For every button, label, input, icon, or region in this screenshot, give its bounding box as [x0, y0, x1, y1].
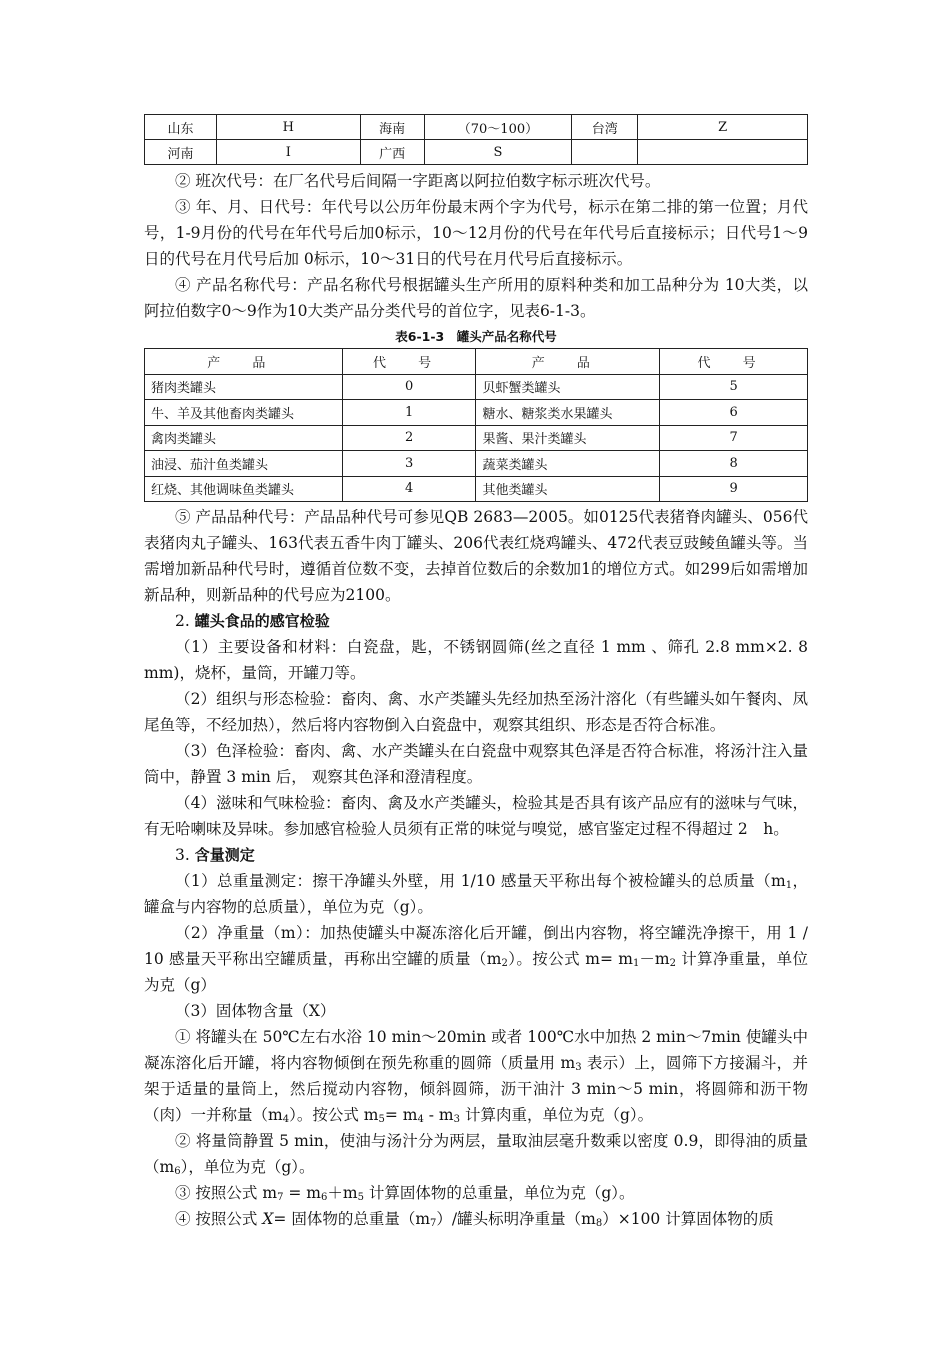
table-cell: I: [216, 140, 360, 165]
table-cell: 红烧、其他调味鱼类罐头: [145, 476, 343, 502]
section-number: 2.: [175, 612, 190, 630]
section-number: 3.: [175, 846, 190, 864]
paragraph-step-3: ③ 按照公式 $m_7 = m_6+m_5$ 计算固体物的总重量，单位为克（g）。: [175, 1184, 635, 1203]
paragraph-texture-check: （2）组织与形态检验：畜肉、禽、水产类罐头先经加热至汤汁溶化（有些罐头如午餐肉、凤尾鱼等，不经加热），然后将内容物倒入白瓷盘中，观察其组织、形态是否符合标准。: [144, 690, 808, 734]
table-row: [145, 476, 808, 502]
table-header: 产 品: [476, 349, 660, 375]
table-cell: 6: [660, 400, 808, 426]
table-cell: 5: [660, 374, 808, 400]
table-cell: 9: [660, 476, 808, 502]
table-row: [145, 451, 808, 477]
table-cell: 糖水、糖浆类水果罐头: [476, 400, 660, 426]
paragraph-net-weight: （2）净重量（m）：加热使罐头中凝冻溶化后开罐，倒出内容物，将空罐洗净擦干，用 1 / 10 感量天平称出空罐质量，再称出空罐的质量$(m_2)$。按公式 $m= m_1-m_2$ 计算净重量，单位为克（g）: [144, 924, 808, 994]
table-header-row: [145, 349, 808, 375]
region-code-table: [144, 114, 808, 165]
paragraph-product-name-code: ④ 产品名称代号：产品名称代号根据罐头生产所用的原料种类和加工品种分为 10大类，以阿拉伯数字0～9作为10大类产品分类代号的首位字，见表6-1-3。: [144, 276, 808, 320]
table-cell: Z: [638, 115, 808, 140]
table-cell: 其他类罐头: [476, 476, 660, 502]
table-cell: 1: [342, 400, 476, 426]
table-cell: 贝虾蟹类罐头: [476, 374, 660, 400]
table-cell: 台湾: [572, 115, 638, 140]
table-row: [145, 140, 808, 165]
table-row: [145, 400, 808, 426]
table-header: 代 号: [342, 349, 476, 375]
table-cell: 果酱、果汁类罐头: [476, 425, 660, 451]
table-header: 代 号: [660, 349, 808, 375]
paragraph-shift-code: ② 班次代号：在厂名代号后间隔一字距离以阿拉伯数字标示班次代号。: [175, 172, 661, 190]
table-cell: [572, 140, 638, 165]
paragraph-taste-check: （4）滋味和气味检验：畜肉、禽及水产类罐头，检验其是否具有该产品应有的滋味与气味，有无哈喇味及异味。参加感官检验人员须有正常的味觉与嗅觉，感官鉴定过程不得超过 2 h。: [144, 794, 808, 838]
table-cell: 广西: [360, 140, 424, 165]
table-cell: 蔬菜类罐头: [476, 451, 660, 477]
paragraph-step-4: ④ 按照公式 X= 固体物的总重量$(m_7)/$罐头标明净重量$(m_8)\times 100$ 计算固体物的质: [175, 1210, 774, 1229]
table-cell: [638, 140, 808, 165]
table-cell: 8: [660, 451, 808, 477]
table-row: [145, 425, 808, 451]
paragraph-solid-content: （3）固体物含量（X）: [175, 1002, 336, 1020]
paragraph-date-code: ③ 年、月、日代号：年代号以公历年份最末两个字为代号，标示在第二排的第一位置；月代号，1-9月份的代号在年代号后加0标示，10～12月份的代号在年代号后直接标示；日代号1～9日的代号在月代号后加 0标示，10～31日的代号在月代号后直接标示。: [144, 198, 808, 268]
paragraph-equipment: （1）主要设备和材料：白瓷盘，匙，不锈钢圆筛(丝之直径 1 mm 、筛孔 2.8 mm×2. 8 mm)，烧杯，量筒，开罐刀等。: [144, 638, 808, 682]
document-page: [144, 114, 808, 1232]
paragraph-step-2: ② 将量筒静置 5 min，使油与汤汁分为两层，量取油层毫升数乘以密度 0.9，即得油的质量$(m_6)$，单位为克（g）。: [144, 1132, 808, 1177]
table-cell: 山东: [145, 115, 217, 140]
section-title: 罐头食品的感官检验: [194, 612, 330, 630]
paragraph-step-1: ① 将罐头在 50℃左右水浴 10 min～20min 或者 100℃水中加热 2 min～7min 使罐头中凝冻溶化后开罐，将内容物倾倒在预先称重的圆筛（质量用 $m_3$ 表示）上，圆筛下方接漏斗，并架于适量的量筒上，然后搅动内容物，倾斜圆筛，沥干油汁 3 min～5 min，将圆筛和沥干物（肉）一并称量$(m_4)$。按公式 $m_5= m_4 - m_3$ 计算肉重，单位为克（g）。: [144, 1028, 808, 1125]
table-cell: 海南: [360, 115, 424, 140]
table-cell: 油浸、茄汁鱼类罐头: [145, 451, 343, 477]
table-cell: 禽肉类罐头: [145, 425, 343, 451]
section-title: 含量测定: [194, 846, 255, 864]
product-code-table: [144, 348, 808, 502]
table-cell: 7: [660, 425, 808, 451]
table-cell: S: [424, 140, 572, 165]
table-cell: 河南: [145, 140, 217, 165]
paragraph-gross-weight: （1）总重量测定：擦干净罐头外壁，用 1/10 感量天平称出每个被检罐头的总质量（$m_1$，罐盒与内容物的总质量），单位为克（g）。: [144, 872, 808, 916]
section-heading-content: [144, 842, 808, 868]
table-cell: 4: [342, 476, 476, 502]
table-row: [145, 115, 808, 140]
section-heading-sensory: [144, 608, 808, 634]
table-cell: 牛、羊及其他畜肉类罐头: [145, 400, 343, 426]
table-row: [145, 374, 808, 400]
table-cell: 0: [342, 374, 476, 400]
table-cell: （70～100）: [424, 115, 572, 140]
table-cell: 猪肉类罐头: [145, 374, 343, 400]
table-header: 产 品: [145, 349, 343, 375]
paragraph-variety-code: ⑤ 产品品种代号：产品品种代号可参见QB 2683—2005。如0125代表猪脊肉罐头、056代表猪肉丸子罐头、163代表五香牛肉丁罐头、206代表红烧鸡罐头、472代表豆豉鲮鱼罐头等。当需增加新品种代号时，遵循首位数不变，去掉首位数后的余数加1的增位方式。如299后如需增加新品种，则新品种的代号应为2100。: [144, 508, 808, 604]
table-cell: 3: [342, 451, 476, 477]
paragraph-color-check: （3）色泽检验：畜肉、禽、水产类罐头在白瓷盘中观察其色泽是否符合标准，将汤汁注入量筒中，静置 3 min 后， 观察其色泽和澄清程度。: [144, 742, 808, 786]
table-cell: H: [216, 115, 360, 140]
table-cell: 2: [342, 425, 476, 451]
table-caption: 表6-1-3 罐头产品名称代号: [395, 329, 557, 344]
